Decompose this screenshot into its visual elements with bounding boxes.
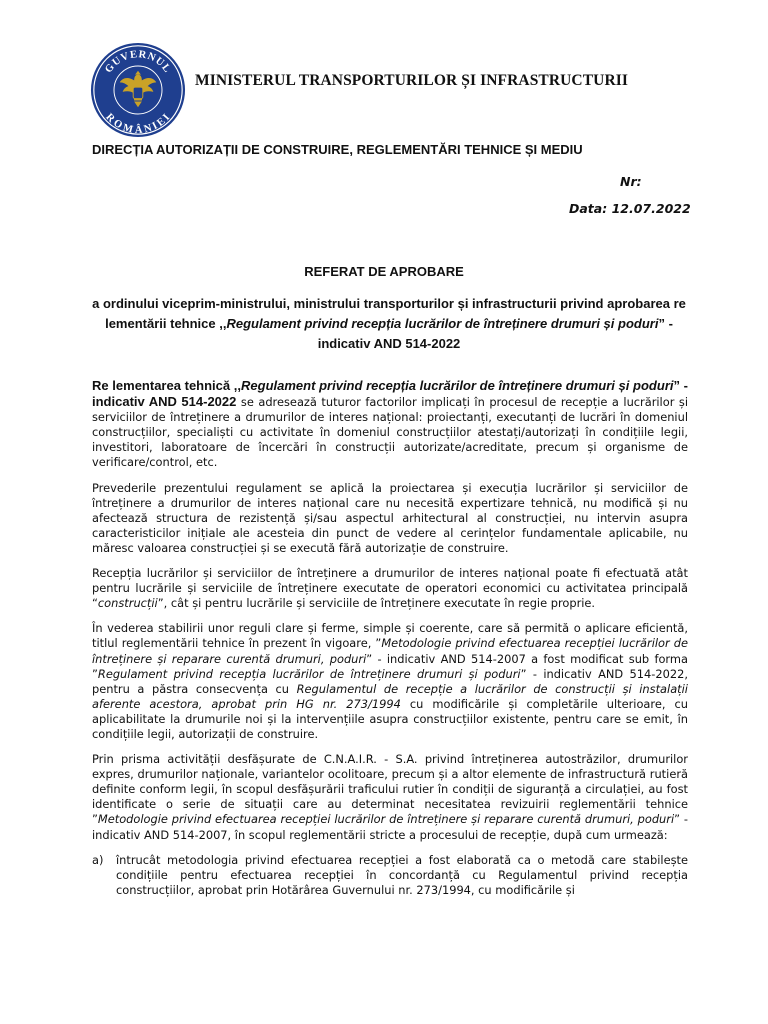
paragraph-4: În vederea stabilirii unor reguli clare și ferme, simple și coerente, care să permită o aplicare eficientă, titlul reglementării tehnice în prezent în vigoare, ”Metodologie privind efectuarea recepției lucrărilor de întreținere și reparare curentă drumuri, poduri” - indicativ AND 514-2007 a fost modificat sub forma ”Regulament privind recepția lucrărilor de întreținere drumuri și poduri” - indicativ AND 514-2022, pentru a păstra consecvența cu Regulamentul de recepție a lucrărilor de construcții și instalații aferente acestora, aprobat prin HG nr. 273/1994 cu modificările și completările ulterioare, cu aplicabilitate la drumurile noi și la intervențiile asupra construcțiilor existente, pentru care se emit, în condițiile legii, autorizații de construire. bbox=[92, 621, 688, 741]
paragraph-2: Prevederile prezentului regulament se aplică la proiectarea și execuția lucrărilor și serviciilor de întreținere a drumurilor de interes național care nu necesită expertizare tehnică, nu modifică și nu afectează structura de rezistență și/sau aspectul arhitectural al construcției, nu intervin asupra caracteristicilor inițiale ale acesteia din punct de vedere al cerințelor fundamentale aplicabile, nu măresc valoarea construcției și se execută fără autorizație de construire. bbox=[92, 480, 688, 555]
directorate-name: DIRECȚIA AUTORIZAȚII DE CONSTRUIRE, REGLEMENTĂRI TEHNICE ȘI MEDIU bbox=[92, 142, 583, 157]
list-marker: a) bbox=[92, 852, 104, 867]
list-item bbox=[92, 853, 688, 898]
seal-top-text: GUVERNUL bbox=[103, 49, 173, 76]
document-title: REFERAT DE APROBARE bbox=[304, 264, 464, 279]
paragraph-5: Prin prisma activității desfășurate de C.N.A.I.R. - S.A. privind întreținerea autostrăzilor, drumurilor expres, drumurilor naționale, variantelor ocolitoare, precum și a altor elemente de infrastructură rutieră definite conform legii, în scopul desfășurării traficului rutier în condiții de siguranță a circulației, au fost identificate o serie de situații care au determinat necesitatea revizuirii reglementării tehnice ”Metodologie privind efectuarea recepției lucrărilor de întreținere și reparare curentă drumuri, poduri” - indicativ AND 514-2007, în scopul reglementării stricte a procesului de recepție, după cum urmează: bbox=[92, 752, 688, 842]
document-date bbox=[569, 201, 691, 216]
list-item-text: întrucât metodologia privind efectuarea recepției a fost elaborată ca o metodă care stabilește condițiile pentru efectuarea recepției în concordanță cu Regulamentul privind recepția construcțiilor, aprobat prin Hotărârea Guvernului nr. 273/1994, cu modificările și bbox=[116, 852, 688, 897]
nr-label: Nr: bbox=[620, 174, 642, 189]
registration-number bbox=[620, 174, 642, 189]
date-value: 12.07.2022 bbox=[611, 201, 691, 216]
seal-bottom-text: ROMÂNIEI bbox=[103, 111, 173, 136]
ministry-name: MINISTERUL TRANSPORTURILOR ȘI INFRASTRUCTURII bbox=[195, 72, 629, 89]
government-seal-icon bbox=[90, 42, 186, 138]
document-body bbox=[92, 378, 688, 898]
date-label: Data: bbox=[569, 201, 608, 216]
paragraph-1: Re lementarea tehnică ,,Regulament privind recepția lucrărilor de întreținere drumuri și poduri” - indicativ AND 514-2022 se adresează tuturor factorilor implicați în procesul de recepție a lucrărilor și serviciilor de întreținere a drumurilor de interes național: proiectanți, executanți de lucrări în domeniul construcțiilor, specialiști cu activitate în domeniul construcțiilor atestați/autorizați în condițiile legii, investitori, laboratoare de încercări în construcții autorizate/acreditate, precum și organisme de verificare/control, etc. bbox=[92, 378, 689, 470]
paragraph-3: Recepția lucrărilor și serviciilor de întreținere a drumurilor de interes național poate fi efectuată atât pentru lucrările și serviciile de întreținere executate de operatori economici cu activitatea principală “construcții”, cât și pentru lucrările și serviciile de întreținere executate în regie proprie. bbox=[92, 566, 688, 611]
document-subject: a ordinului viceprim-ministrului, ministrului transporturilor și infrastructurii privind aprobarea re lementării tehnice ,,Regulament privind recepția lucrărilor de întreținere drumuri și poduri” - indicativ AND 514-2022 bbox=[92, 296, 686, 351]
